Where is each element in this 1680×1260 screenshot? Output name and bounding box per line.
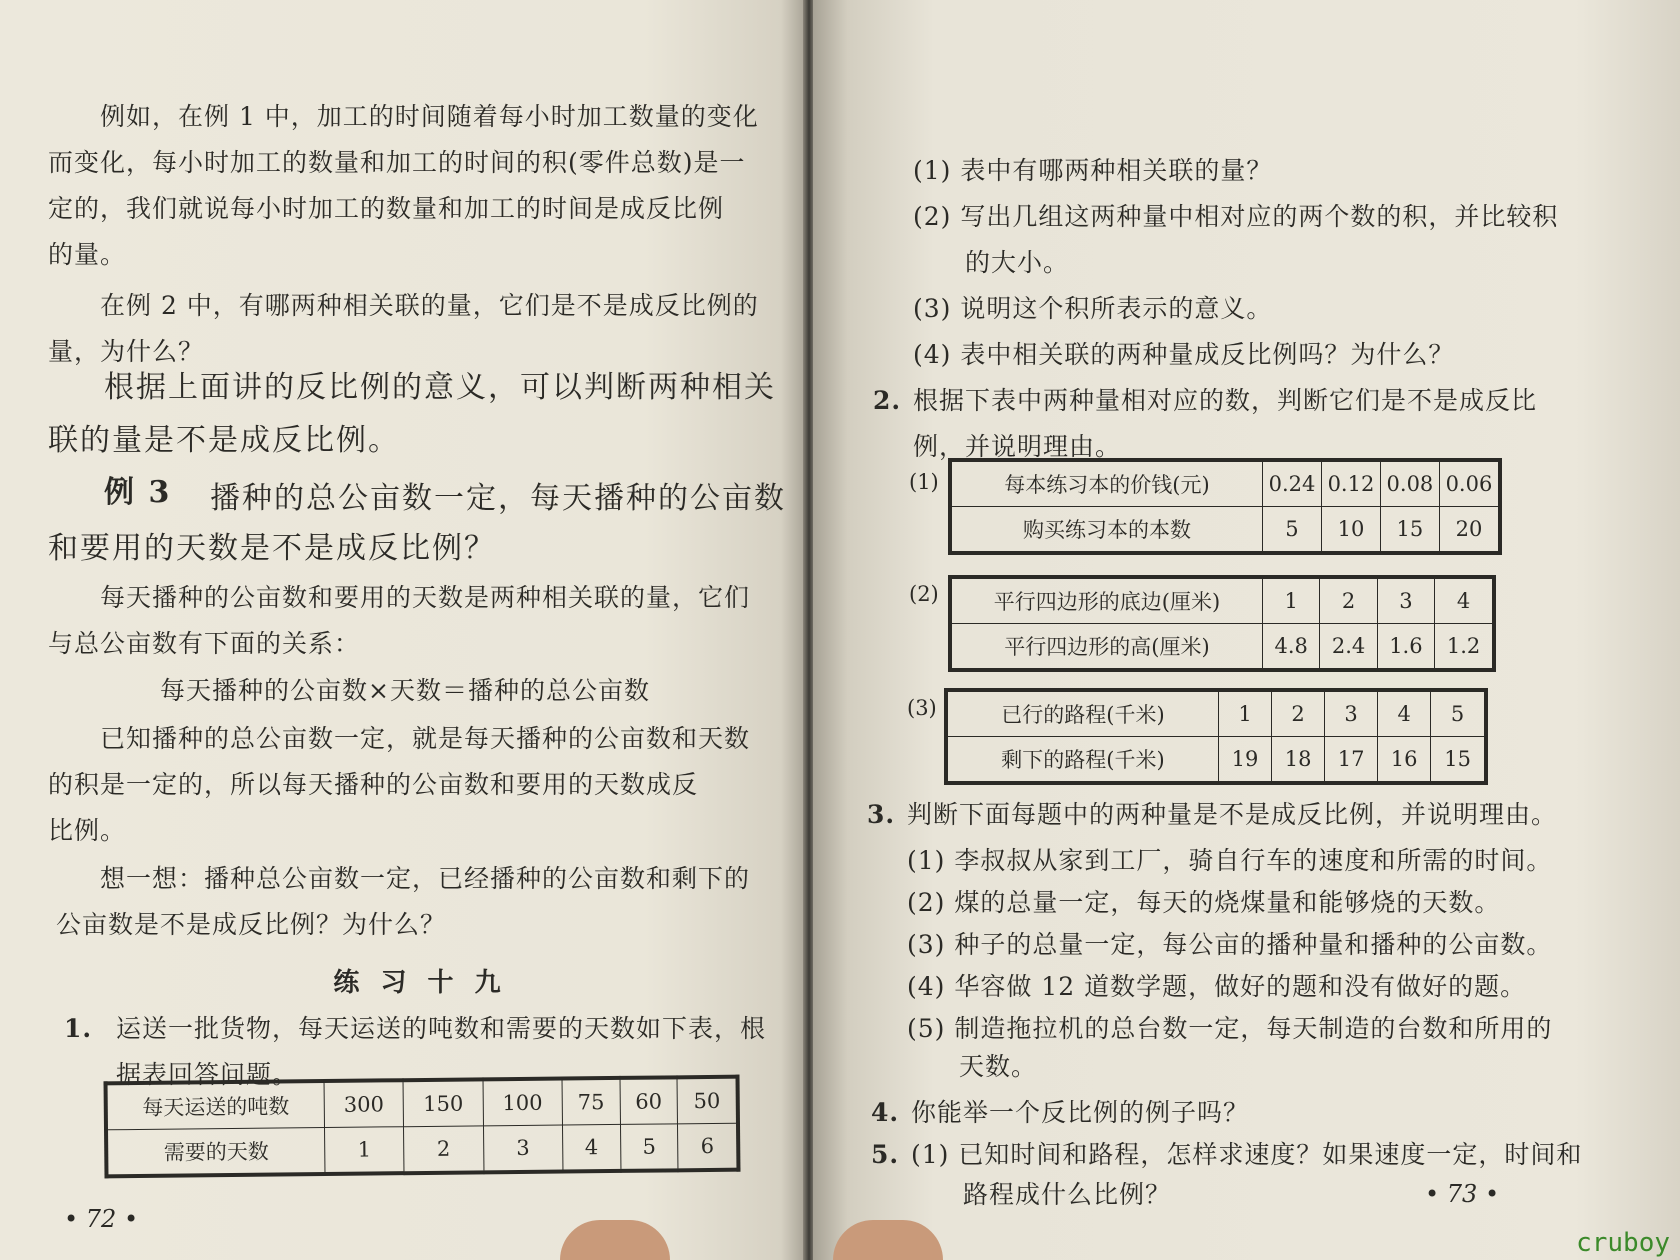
table-cell: 19 [1219,737,1272,784]
question-item: (1) 李叔叔从家到工厂，骑自行车的速度和所需的时间。 [907,846,1553,875]
question-text: 例，并说明理由。 [913,432,1122,461]
table-cell: 60 [620,1077,678,1124]
table-cell: 1 [1219,690,1272,737]
question-number: 1. [64,1014,93,1043]
question-number: 2. [873,386,902,415]
table-cell: 5 [620,1124,678,1171]
row-label: 每天运送的吨数 [106,1081,325,1130]
table-cell: 3 [1325,690,1378,737]
question-text: 判断下面每题中的两种量是不是成反比例，并说明理由。 [907,800,1558,829]
row-label: 已行的路程(千米) [946,690,1219,737]
question-item: (2) 煤的总量一定，每天的烧煤量和能够烧的天数。 [907,888,1501,917]
table-cell: 300 [324,1080,404,1127]
table-cell: 1 [1263,577,1320,624]
question-item: (3) 种子的总量一定，每公亩的播种量和播种的公亩数。 [907,930,1553,959]
table-cell: 15 [1380,507,1439,554]
paragraph-line: 定的，我们就说每小时加工的数量和加工的时间是成反比例 [48,194,725,223]
paragraph-line: 的量。 [48,240,127,269]
row-label: 每本练习本的价钱(元) [950,460,1263,507]
parallelogram-table [948,575,1496,672]
question-number: 4. [871,1098,900,1127]
table-cell: 16 [1378,737,1431,784]
row-label: 购买练习本的本数 [950,507,1263,554]
question-text: 运送一批货物，每天运送的吨数和需要的天数如下表，根 [116,1014,767,1043]
row-label: 平行四边形的高(厘米) [950,624,1263,671]
table-cell: 4 [562,1124,620,1171]
table-cell: 3 [483,1125,563,1172]
table-cell: 2 [1272,690,1325,737]
paragraph-line: 播种的总公亩数一定，每天播种的公亩数 [210,481,786,516]
question-item: 的大小。 [965,248,1070,277]
question-item: (2) 写出几组这两种量中相对应的两个数的积，并比较积 [913,202,1559,231]
table-row [950,624,1494,671]
left-page [0,0,805,1260]
exercise-title: 练 习 十 九 [333,968,507,998]
table-cell: 4 [1435,577,1494,624]
paragraph-line: 想一想：播种总公亩数一定，已经播种的公亩数和剩下的 [100,864,751,893]
table-cell: 5 [1263,507,1322,554]
table-cell: 4.8 [1263,624,1320,671]
paragraph-line: 比例。 [48,816,127,845]
page-number: • 73 • [1425,1180,1500,1208]
paragraph-line: 与总公亩数有下面的关系： [48,629,361,658]
question-text: 根据下表中两种量相对应的数，判断它们是不是成反比 [913,386,1538,415]
paragraph-line: 已知播种的总公亩数一定，就是每天播种的公亩数和天数 [100,724,751,753]
table-cell: 3 [1377,577,1434,624]
question-text: 你能举一个反比例的例子吗？ [911,1098,1250,1127]
paragraph-line: 根据上面讲的反比例的意义，可以判断两种相关 [104,370,776,405]
right-page [813,0,1680,1260]
row-label: 剩下的路程(千米) [946,737,1219,784]
question-text: 路程成什么比例？ [963,1180,1172,1209]
price-table [948,458,1502,555]
row-label: 平行四边形的底边(厘米) [950,577,1263,624]
paragraph-line: 的积是一定的，所以每天播种的公亩数和要用的天数成反 [48,770,699,799]
table-cell: 5 [1431,690,1486,737]
paragraph-line: 和要用的天数是不是成反比例？ [48,531,496,566]
paragraph-line: 在例 2 中，有哪两种相关联的量，它们是不是成反比例的 [100,291,759,320]
example-label: 例 3 [104,475,172,510]
table-row [946,690,1486,737]
table-cell: 2 [1320,577,1377,624]
table-row [106,1123,738,1176]
question-item: (4) 华容做 12 道数学题，做好的题和没有做好的题。 [907,972,1527,1001]
table-cell: 0.24 [1263,460,1322,507]
table-cell: 150 [403,1079,483,1126]
question-item: (4) 表中相关联的两种量成反比例吗？为什么？ [913,340,1455,369]
question-item: (3) 说明这个积所表示的意义。 [913,294,1273,323]
table-cell: 10 [1321,507,1380,554]
question-item: 天数。 [959,1052,1038,1081]
paragraph-line: 量，为什么？ [48,337,205,366]
page-number: • 72 • [64,1205,139,1233]
table-cell: 20 [1439,507,1500,554]
table-cell: 1.2 [1435,624,1494,671]
table-cell: 0.06 [1439,460,1500,507]
table-row [950,460,1500,507]
table-cell: 0.08 [1380,460,1439,507]
table-cell: 2.4 [1320,624,1377,671]
table-cell: 1.6 [1377,624,1434,671]
paragraph-line: 例如，在例 1 中，加工的时间随着每小时加工数量的变化 [100,102,759,131]
table-row [950,577,1494,624]
question-text: 据表回答问题。 [116,1060,299,1089]
question-number: 5. [871,1140,900,1169]
question-text: (1) 已知时间和路程，怎样求速度？如果速度一定，时间和 [911,1140,1583,1169]
paragraph-line: 联的量是不是成反比例。 [48,423,400,458]
question-item: (1) 表中有哪两种相关联的量？ [913,156,1273,185]
paragraph-line: 每天播种的公亩数和要用的天数是两种相关联的量，它们 [100,583,751,612]
watermark: cruboy [1576,1228,1670,1258]
table-row [106,1077,738,1130]
table-cell: 100 [483,1079,563,1126]
distance-table [944,688,1488,785]
table-cell: 75 [562,1078,620,1125]
question-item: (5) 制造拖拉机的总台数一定，每天制造的台数和所用的 [907,1014,1553,1043]
table-label: (1) [909,470,939,494]
shipping-table [104,1075,741,1179]
table-cell: 18 [1272,737,1325,784]
table-cell: 0.12 [1321,460,1380,507]
table-label: (2) [909,582,939,606]
table-cell: 1 [325,1127,405,1174]
table-label: (3) [907,696,937,720]
table-row [950,507,1500,554]
table-cell: 50 [677,1077,738,1124]
table-cell: 2 [404,1126,484,1173]
formula: 每天播种的公亩数×天数＝播种的总公亩数 [160,676,650,705]
paragraph-line: 公亩数是不是成反比例？为什么？ [56,910,447,939]
table-cell: 4 [1378,690,1431,737]
paragraph-line: 而变化，每小时加工的数量和加工的时间的积(零件总数)是一 [48,148,746,177]
table-cell: 17 [1325,737,1378,784]
table-cell: 15 [1431,737,1486,784]
table-cell: 6 [678,1123,739,1170]
question-number: 3. [867,800,896,829]
row-label: 需要的天数 [106,1128,325,1177]
table-row [946,737,1486,784]
thumb [560,1220,670,1260]
thumb [833,1220,943,1260]
